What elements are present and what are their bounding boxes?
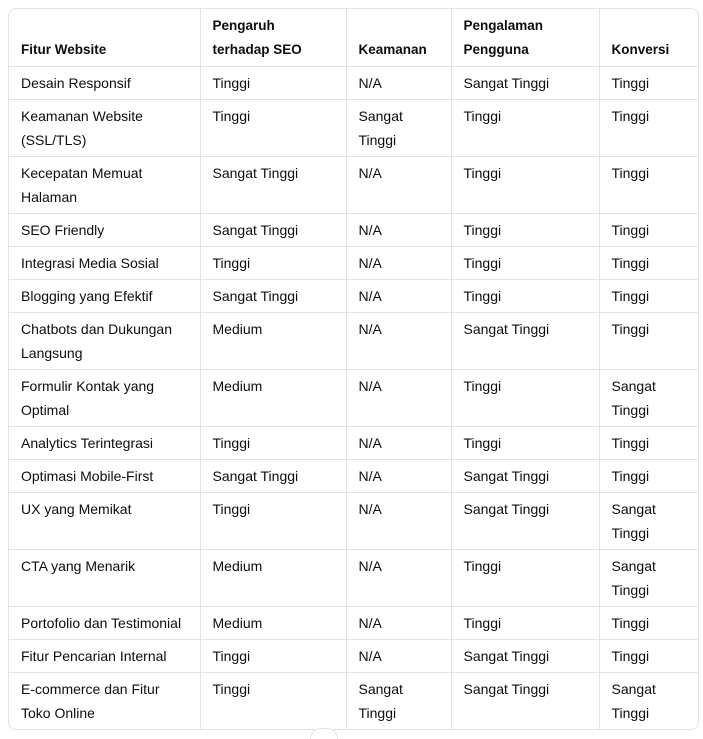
feature-name-cell: Optimasi Mobile-First xyxy=(9,459,200,492)
rating-cell: Tinggi xyxy=(200,672,346,729)
comparison-table xyxy=(9,9,699,729)
rating-cell: Tinggi xyxy=(599,459,699,492)
rating-cell: N/A xyxy=(346,279,451,312)
feature-name-cell: Blogging yang Efektif xyxy=(9,279,200,312)
rating-cell: Sangat Tinggi xyxy=(200,156,346,213)
rating-cell: N/A xyxy=(346,606,451,639)
rating-cell: Tinggi xyxy=(599,279,699,312)
rating-cell: N/A xyxy=(346,492,451,549)
table-body xyxy=(9,66,699,729)
feature-name-cell: Fitur Pencarian Internal xyxy=(9,639,200,672)
rating-cell: Sangat Tinggi xyxy=(451,672,599,729)
rating-cell: Tinggi xyxy=(200,492,346,549)
rating-cell: Sangat Tinggi xyxy=(599,492,699,549)
feature-name-cell: E-commerce dan Fitur Toko Online xyxy=(9,672,200,729)
rating-cell: Tinggi xyxy=(451,99,599,156)
feature-name-cell: Desain Responsif xyxy=(9,66,200,99)
rating-cell: Sangat Tinggi xyxy=(346,672,451,729)
rating-cell: Sangat Tinggi xyxy=(200,279,346,312)
table-row xyxy=(9,312,699,369)
header-cell: Pengaruh terhadap SEO xyxy=(200,9,346,66)
feature-name-cell: Keamanan Website (SSL/TLS) xyxy=(9,99,200,156)
rating-cell: N/A xyxy=(346,66,451,99)
rating-cell: N/A xyxy=(346,246,451,279)
table-header-row xyxy=(9,9,699,66)
rating-cell: N/A xyxy=(346,459,451,492)
feature-name-cell: Integrasi Media Sosial xyxy=(9,246,200,279)
rating-cell: Tinggi xyxy=(599,99,699,156)
rating-cell: N/A xyxy=(346,426,451,459)
rating-cell: Tinggi xyxy=(200,246,346,279)
header-cell: Pengalaman Pengguna xyxy=(451,9,599,66)
rating-cell: N/A xyxy=(346,549,451,606)
rating-cell: Tinggi xyxy=(599,213,699,246)
rating-cell: Tinggi xyxy=(599,639,699,672)
table-row xyxy=(9,639,699,672)
rating-cell: N/A xyxy=(346,312,451,369)
rating-cell: Sangat Tinggi xyxy=(200,459,346,492)
rating-cell: Tinggi xyxy=(451,279,599,312)
rating-cell: Sangat Tinggi xyxy=(200,213,346,246)
rating-cell: Sangat Tinggi xyxy=(451,639,599,672)
rating-cell: Medium xyxy=(200,549,346,606)
rating-cell: Tinggi xyxy=(599,66,699,99)
rating-cell: Sangat Tinggi xyxy=(611,680,656,721)
rating-cell: Medium xyxy=(200,606,346,639)
table-row xyxy=(9,156,699,213)
rating-cell: Tinggi xyxy=(451,549,599,606)
header-cell: Konversi xyxy=(599,9,699,66)
rating-cell: Sangat Tinggi xyxy=(599,369,699,426)
table-row xyxy=(9,279,699,312)
rating-cell: N/A xyxy=(346,213,451,246)
rating-cell: Tinggi xyxy=(599,246,699,279)
rating-cell: Tinggi xyxy=(599,606,699,639)
rating-cell: Tinggi xyxy=(599,426,699,459)
feature-name-cell: Portofolio dan Testimonial xyxy=(9,606,200,639)
feature-name-cell: Kecepatan Memuat Halaman xyxy=(9,156,200,213)
rating-cell: N/A xyxy=(346,156,451,213)
rating-cell: Tinggi xyxy=(451,369,599,426)
rating-cell: Tinggi xyxy=(451,156,599,213)
rating-cell: Tinggi xyxy=(451,213,599,246)
rating-cell: N/A xyxy=(346,369,451,426)
feature-name-cell: Analytics Terintegrasi xyxy=(9,426,200,459)
rating-cell: Sangat Tinggi xyxy=(451,492,599,549)
table-row xyxy=(9,66,699,99)
feature-name-cell: SEO Friendly xyxy=(9,213,200,246)
table-row xyxy=(9,549,699,606)
feature-name-cell: Chatbots dan Dukungan Langsung xyxy=(9,312,200,369)
table-row xyxy=(9,99,699,156)
table-row xyxy=(9,459,699,492)
rating-cell: Sangat Tinggi xyxy=(451,459,599,492)
rating-cell: Tinggi xyxy=(200,66,346,99)
table-row xyxy=(9,213,699,246)
table-row xyxy=(9,426,699,459)
rating-cell: Sangat Tinggi xyxy=(346,99,451,156)
rating-cell: Tinggi xyxy=(451,426,599,459)
table-row xyxy=(9,606,699,639)
table-row xyxy=(9,369,699,426)
rating-cell: Tinggi xyxy=(451,246,599,279)
rating-cell: Sangat Tinggi xyxy=(599,549,699,606)
table-row xyxy=(9,246,699,279)
comparison-table-container xyxy=(8,8,699,730)
rating-cell: Tinggi xyxy=(200,639,346,672)
rating-cell: Sangat Tinggi xyxy=(451,312,599,369)
header-cell: Fitur Website xyxy=(9,9,200,66)
rating-cell: N/A xyxy=(346,639,451,672)
table-row xyxy=(9,672,699,729)
rating-cell: Tinggi xyxy=(200,99,346,156)
feature-name-cell: CTA yang Menarik xyxy=(9,549,200,606)
rating-cell: Medium xyxy=(200,369,346,426)
rating-cell: Medium xyxy=(200,312,346,369)
rating-cell: Tinggi xyxy=(599,312,699,369)
scroll-indicator[interactable] xyxy=(310,728,338,739)
rating-cell: Tinggi xyxy=(200,426,346,459)
feature-name-cell: Formulir Kontak yang Optimal xyxy=(9,369,200,426)
rating-cell: Tinggi xyxy=(451,606,599,639)
rating-cell: Sangat Tinggi xyxy=(451,66,599,99)
table-row xyxy=(9,492,699,549)
feature-name-cell: UX yang Memikat xyxy=(9,492,200,549)
rating-cell: Tinggi xyxy=(599,156,699,213)
header-cell: Keamanan xyxy=(346,9,451,66)
